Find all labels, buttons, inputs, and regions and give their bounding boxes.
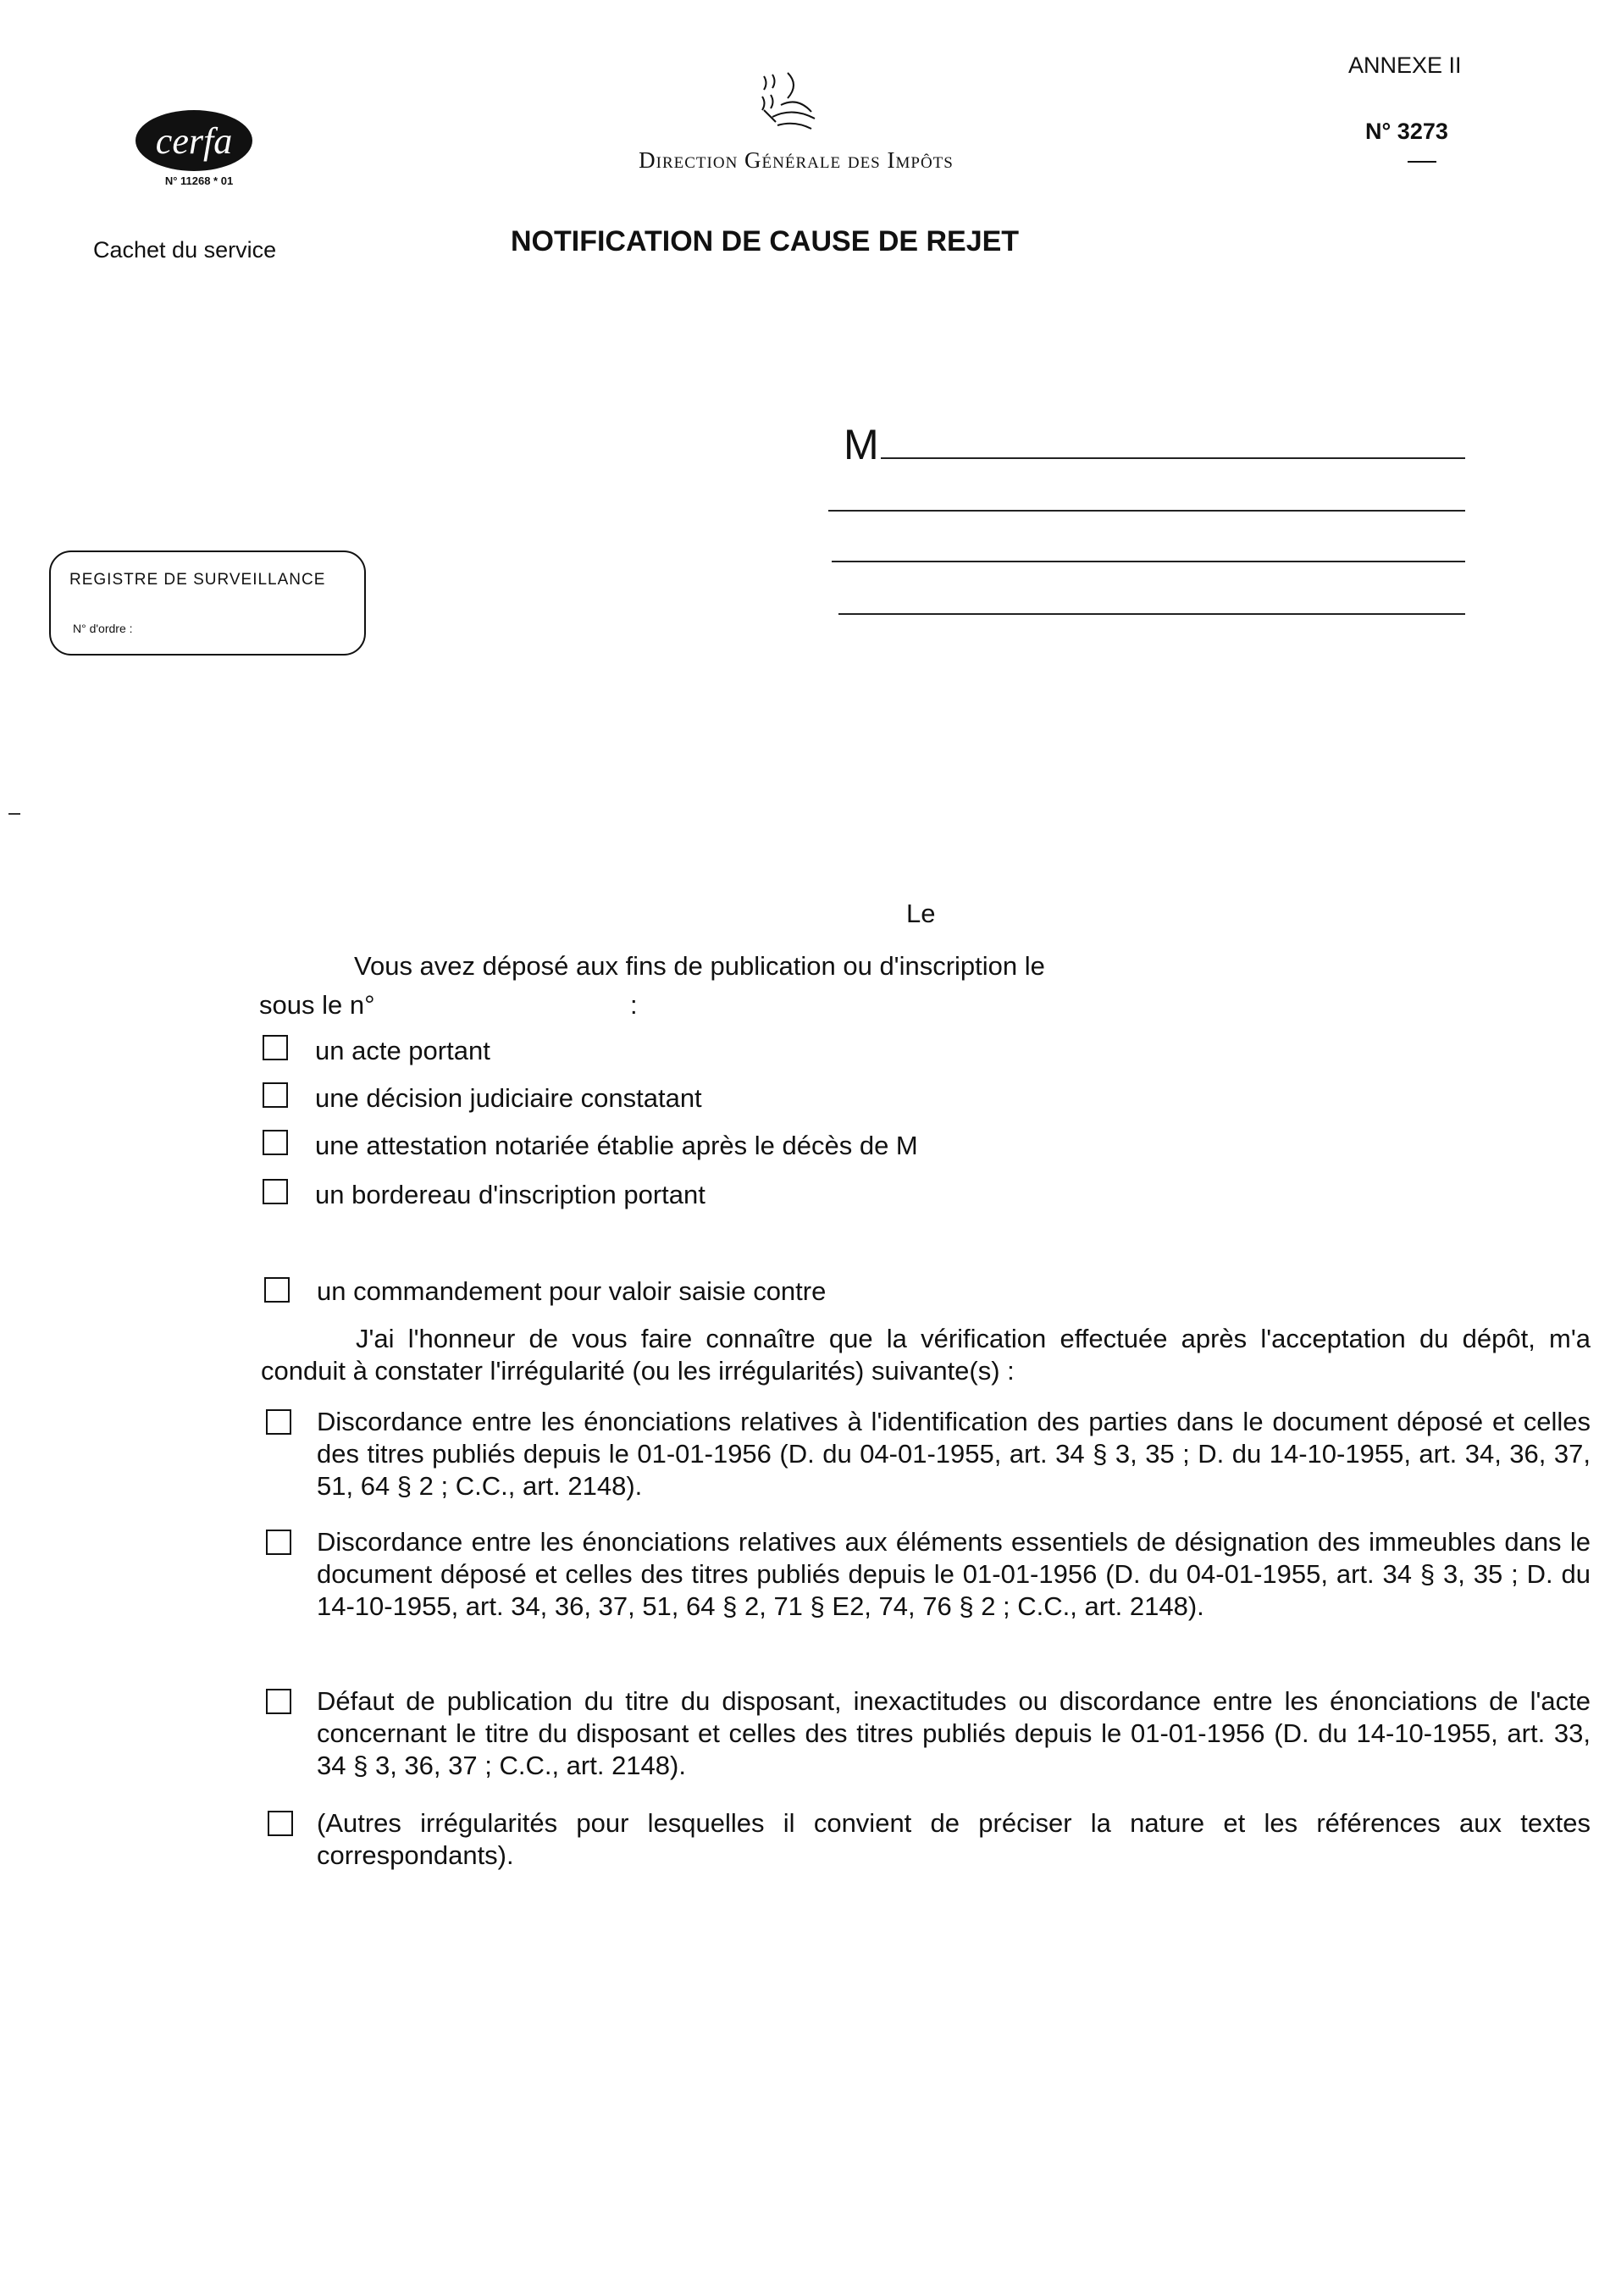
intro-colon: : <box>630 990 638 1020</box>
address-line-1[interactable] <box>881 457 1465 459</box>
dgi-emblem-icon <box>747 68 849 144</box>
document-option-label: un bordereau d'inscription portant <box>315 1180 705 1209</box>
address-line-4[interactable] <box>838 613 1465 615</box>
cerfa-logo-text: cerfa <box>155 119 233 162</box>
intro-line-1: Vous avez déposé aux fins de publication ou d'inscription le <box>354 951 1045 981</box>
address-line-2[interactable] <box>828 510 1465 512</box>
irregularity-item: Discordance entre les énonciations relatives aux éléments essentiels de désignation des immeubles dans le document déposé et celles des titres publiés depuis le 01-01-1956 (D. du 04-01-1955, art. 34 § 3, 35 ; D. du 14-10-1955, art. 34, 36, 37, 51, 64 § 2, 71 § E2, 74, 76 § 2 ; C.C., art. 2148). <box>317 1527 1591 1621</box>
cerfa-logo <box>136 110 252 171</box>
document-option-label: un commandement pour valoir saisie contre <box>317 1276 827 1306</box>
document-option-label: une décision judiciaire constatant <box>315 1083 702 1113</box>
irregularity-item: (Autres irrégularités pour lesquelles il convient de préciser la nature et les références aux textes correspondants). <box>317 1808 1591 1870</box>
cerfa-number: N° 11268 * 01 <box>164 174 234 187</box>
document-option-label: un acte portant <box>315 1036 490 1065</box>
intro-line-2: sous le n° <box>259 990 375 1020</box>
document-title: NOTIFICATION DE CAUSE DE REJET <box>511 225 1020 257</box>
document-option-label: une attestation notariée établie après le décès de M <box>315 1131 918 1160</box>
checkbox-commandement[interactable] <box>264 1277 290 1303</box>
checkbox-irregularity-3[interactable] <box>266 1689 291 1714</box>
checkbox-irregularity-2[interactable] <box>266 1530 291 1555</box>
checkbox-bordereau[interactable] <box>263 1179 288 1204</box>
checkbox-decision[interactable] <box>263 1082 288 1108</box>
checkbox-acte[interactable] <box>263 1035 288 1060</box>
annex-label: ANNEXE II <box>1348 53 1462 78</box>
address-line-3[interactable] <box>832 561 1465 562</box>
form-number-underline <box>1408 161 1436 163</box>
register-title: REGISTRE DE SURVEILLANCE <box>69 571 326 589</box>
checkbox-irregularity-1[interactable] <box>266 1409 291 1435</box>
irregularity-item: Défaut de publication du titre du disposant, inexactitudes ou discordance entre les énonciations de l'acte concernant le titre du disposant et celles des titres publiés depuis le 01-01-1956 (D. du 14-10-1955, art. 33, 34 § 3, 36, 37 ; C.C., art. 2148). <box>317 1686 1591 1780</box>
cachet-label: Cachet du service <box>93 237 277 263</box>
date-label: Le <box>906 899 936 928</box>
addressee-prefix: M <box>844 421 879 468</box>
irregularity-item: Discordance entre les énonciations relatives à l'identification des parties dans le document déposé et celles des titres publiés depuis le 01-01-1956 (D. du 04-01-1955, art. 34 § 3, 35 ; D. du 14-10-1955, art. 34, 36, 37, 51, 64 § 2 ; C.C., art. 2148). <box>317 1407 1591 1501</box>
agency-name: Direction Générale des Impôts <box>639 147 954 173</box>
checkbox-attestation[interactable] <box>263 1130 288 1155</box>
notification-paragraph: J'ai l'honneur de vous faire connaître que la vérification effectuée après l'acceptation du dépôt, m'a conduit à constater l'irrégularité (ou les irrégularités) suivante(s) : <box>261 1324 1591 1386</box>
register-box <box>49 550 366 656</box>
register-order-label: N° d'ordre : <box>73 622 133 635</box>
form-number: N° 3273 <box>1365 119 1448 144</box>
margin-mark <box>8 813 20 815</box>
checkbox-irregularity-4[interactable] <box>268 1811 293 1836</box>
